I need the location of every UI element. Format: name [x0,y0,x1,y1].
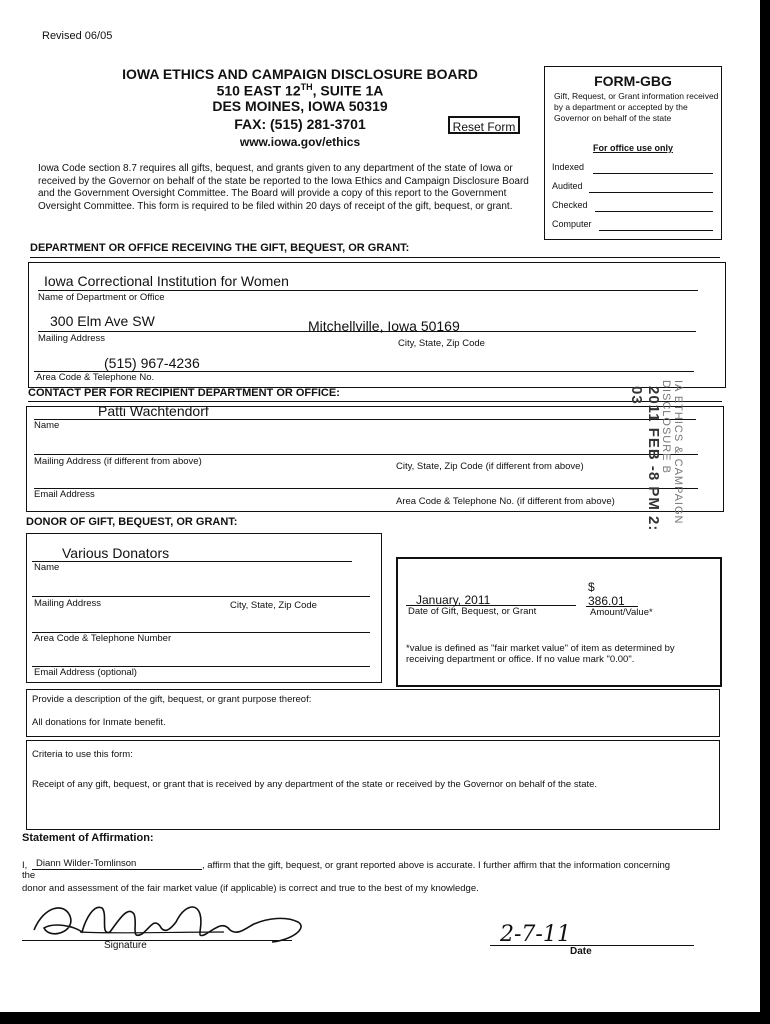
board-city: DES MOINES, IOWA 50319 [212,98,388,114]
board-website: www.iowa.gov/ethics [239,135,361,149]
dept-name-label: Name of Department or Office [38,292,165,303]
received-stamp: 2011 FEB -8 PM 2: 03 [628,386,662,532]
computer-label: Computer [552,219,592,229]
computer-line [599,230,713,231]
office-use-label: For office use only [592,143,673,153]
contact-name-line [34,419,696,420]
contact-phone-label: Area Code & Telephone No. (if different from above) [396,496,615,507]
revised-note: Revised 06/05 [42,30,113,42]
checked-line [595,211,713,212]
contact-email-line [34,488,698,489]
board-fax: FAX: (515) 281-3701 [234,116,366,132]
dept-name-line [38,290,698,291]
affirmation-signer-line [32,869,202,870]
received-stamp-side: IA ETHICS & CAMPAIGN DISCLOSURE B [660,380,684,525]
affirmation-i: I, [22,860,28,871]
audited-line [589,192,713,193]
gift-box [396,557,722,687]
contact-address-label: Mailing Address (if different from above) [34,456,202,467]
contact-name-label: Name [34,420,60,431]
audited-label: Audited [552,181,583,191]
donor-email-label: Email Address (optional) [34,667,137,678]
donor-name-line [32,561,352,562]
date-line [490,945,694,946]
affirmation-text1: , affirm that the gift, bequest, or grant reported above is accurate. I further affirm that the information concerning [202,860,671,871]
signature-date[interactable]: 2-7-11 [500,922,571,947]
contact-city-label: City, State, Zip Code (if different from above) [396,461,584,472]
donor-address-line [32,596,370,597]
form-description: Gift, Request, or Grant information received by a department or accepted by the Governor on behalf of the state [554,91,719,123]
dept-phone-label: Area Code & Telephone No. [36,372,155,383]
gift-date-label: Date of Gift, Bequest, or Grant [408,606,537,617]
affirmation-signer[interactable]: Diann Wilder-Tomlinson [36,858,137,869]
dept-heading-rule [30,257,720,258]
dept-phone-value[interactable]: (515) 967-4236 [104,355,200,371]
contact-heading: CONTACT PER FOR RECIPIENT DEPARTMENT OR OFFICE: [28,387,340,399]
board-name: IOWA ETHICS AND CAMPAIGN DISCLOSURE BOARD [122,66,478,82]
dept-address-line [38,331,696,332]
form-id-box [544,66,722,240]
donor-name-value[interactable]: Various Donators [62,545,170,561]
intro-paragraph: Iowa Code section 8.7 requires all gifts, bequest, and grants given to any department of the state of Iowa or received by the Governor on behalf of the state be reported to the Iowa Ethics and Campaign Disclosure Board and the Government Oversight Committee. The Board will provide a copy of this report to the Government Oversight Committee. This form is required to be filed within 20 days of receipt of the gift, bequest, or grant. [38,163,529,212]
gift-amount-label: Amount/Value* [590,607,653,618]
description-label: Provide a description of the gift, bequest, or grant purpose thereof: [32,694,312,705]
contact-address-line [34,454,698,455]
dept-city-label: City, State, Zip Code [398,338,485,349]
board-address: 510 EAST 12TH, SUITE 1A [216,82,384,99]
signature-label: Signature [104,940,147,951]
donor-heading: DONOR OF GIFT, BEQUEST, OR GRANT: [26,516,238,528]
signature-scrawl [24,888,324,954]
affirmation-text2: donor and assessment of the fair market value (if applicable) is correct and true to the best of my knowledge. [22,883,479,894]
donor-city-label: City, State, Zip Code [230,600,317,611]
indexed-label: Indexed [552,162,585,172]
criteria-label: Criteria to use this form: [32,749,133,760]
gift-amount-value[interactable]: 386.01 [588,594,625,608]
dept-address-value[interactable]: 300 Elm Ave SW [50,313,155,329]
donor-address-label: Mailing Address [34,598,102,609]
dept-address-label: Mailing Address [38,333,106,344]
indexed-line [593,173,713,174]
dept-heading: DEPARTMENT OR OFFICE RECEIVING THE GIFT, BEQUEST, OR GRANT: [30,242,410,254]
affirmation-heading: Statement of Affirmation: [22,832,154,844]
contact-email-label: Email Address [34,489,95,500]
gift-date-value[interactable]: January, 2011 [416,593,491,607]
contact-heading-rule [28,401,722,402]
date-label: Date [570,946,592,957]
contact-name-value[interactable]: Patti Wachtendorf [98,403,209,419]
dollar-sign: $ [588,580,595,594]
dept-name-value[interactable]: Iowa Correctional Institution for Women [44,273,289,289]
value-note: *value is defined as "fair market value" of item as determined by receiving department or office. If no value mark "0.00". [406,643,675,665]
signature-line [22,940,292,941]
dept-city-value[interactable]: Mitchellville, Iowa 50169 [308,318,460,334]
criteria-text: Receipt of any gift, bequest, or grant that is received by any department of the state or received by the Governor on behalf of the state. [32,779,598,790]
description-value[interactable]: All donations for Inmate benefit. [32,717,166,728]
donor-phone-label: Area Code & Telephone Number [34,633,172,644]
checked-label: Checked [552,200,588,210]
affirmation-the: the [22,870,36,881]
form-title: FORM-GBG [594,73,672,89]
donor-name-label: Name [34,562,60,573]
reset-form-button[interactable]: Reset Form [448,116,520,134]
